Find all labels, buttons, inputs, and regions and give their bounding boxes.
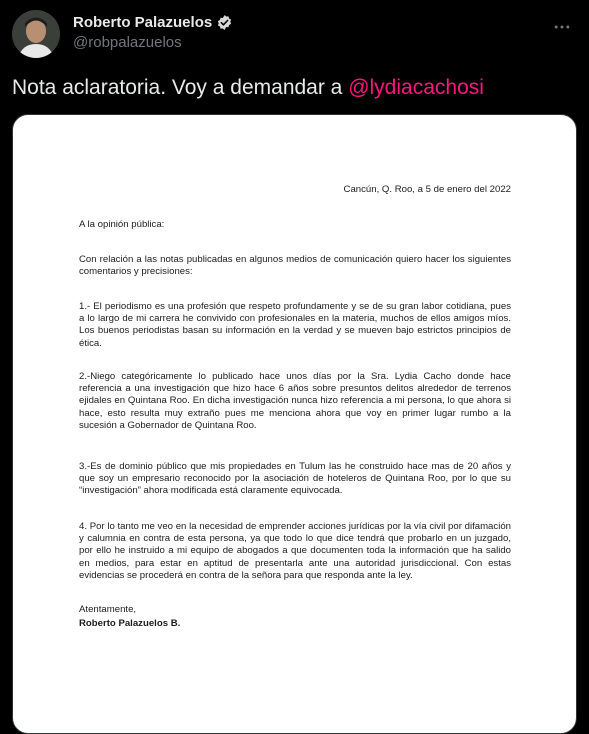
author-info [73,14,233,51]
letter-paragraph-2: 2.-Niego categóricamente lo publicado hace unos días por la Sra. Lydia Cacho donde hace referencia a una investigación que hizo hace 6 años sobre presuntos delitos alrededor de terrenos ejidales en Quintana Roo. En dicha investigación nunca hizo referencia a mi persona, lo que ahora si hace, esto resulta muy extraño pues me menciona ahora que voy en primer lugar rumbo a la sucesión a Gobernador de Quintana Roo. [79,371,511,431]
letter-signature: Roberto Palazuelos B. [79,618,181,629]
tweet-media-image[interactable] [12,114,577,734]
avatar-image [12,10,60,58]
tweet-text [12,74,577,102]
letter-paragraph-4: 4. Por lo tanto me veo en la necesidad de emprender acciones jurídicas por la vía civil por difamación y calumnia en contra de esta persona, ya que todo lo que dice tendrá que probarlo en un juzgado, por ello he instruido a mi equipo de abogados a que documenten toda la información que ha salido en medios, para estar en aptitud de presentarla ante una autoridad jurisdiccional. Con estas evidencias se procederá en contra de la señora para que responda ante la ley. [79,521,511,581]
tweet-header [12,10,577,60]
author-display-name[interactable]: Roberto Palazuelos [73,14,213,31]
letter-intro: Con relación a las notas publicadas en algunos medios de comunicación quiero hacer los siguientes comentarios y precisiones: [79,254,511,278]
letter-paragraph-1: 1.- El periodismo es una profesión que respeto profundamente y se de su gran labor cotidiana, pues a lo largo de mi carrera he convivido con profesionales en la materia, muchos de ellos amigos míos. Los buenos periodistas basan su información en la verdad y se mueven bajo estrictos principios de ética. [79,301,511,349]
author-name-row [73,14,233,31]
letter-salutation: A la opinión pública: [79,219,165,230]
more-options-button[interactable] [551,16,573,38]
tweet-body-text: Nota aclaratoria. Voy a demandar a [12,76,349,99]
more-horizontal-icon [552,17,572,37]
letter-paragraph-3: 3.-Es de dominio público que mis propiedades en Tulum las he construido hace mas de 20 años y que soy un empresario reconocido por la asociación de hoteleros de Quintana Roo, por lo que su “investigación” ahora modificada está claramente equivocada. [79,461,511,497]
letter-date: Cancún, Q. Roo, a 5 de enero del 2022 [343,184,511,195]
avatar[interactable] [12,10,60,58]
letter-closing: Atentamente, [79,604,137,615]
mention-link[interactable]: @lydiacachosi [348,76,484,99]
author-handle[interactable]: @robpalazuelos [73,34,182,51]
verified-badge-icon [216,14,233,31]
